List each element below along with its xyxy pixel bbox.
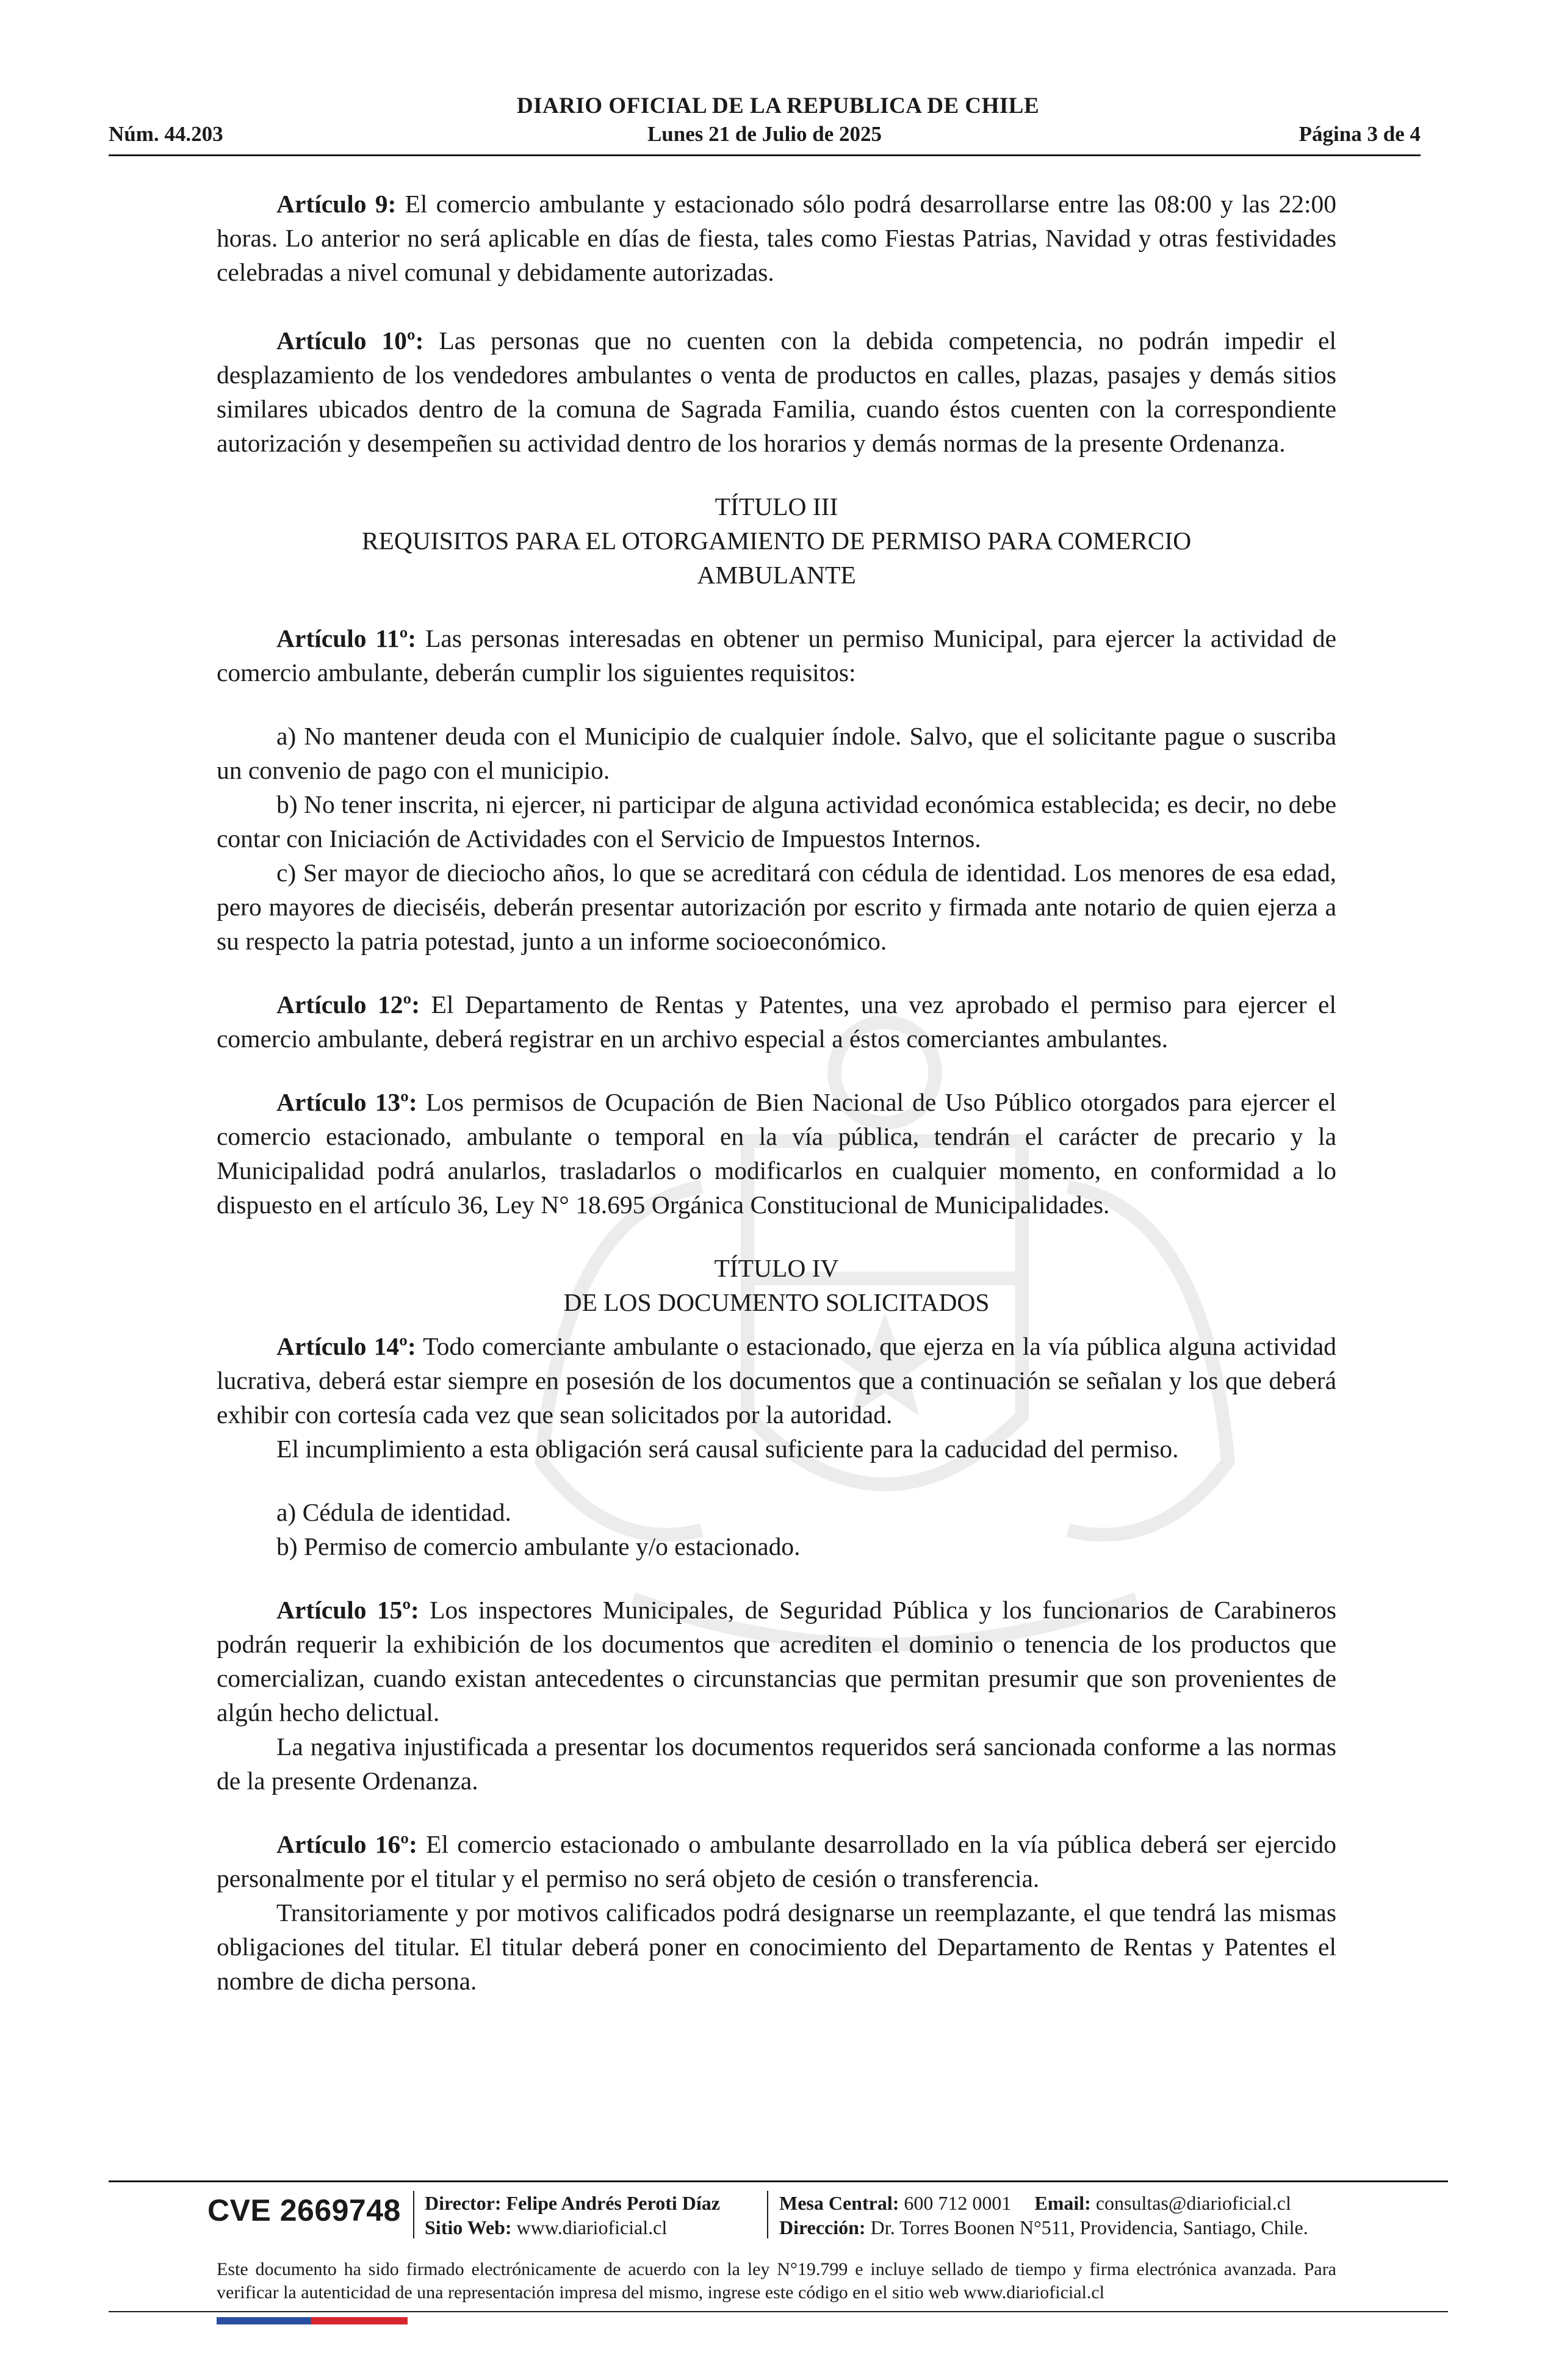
spacer [217, 460, 1336, 489]
site-line [425, 2215, 720, 2240]
list-item: b) Permiso de comercio ambulante y/o estacionado. [276, 1532, 801, 1560]
section-subheading: DE LOS DOCUMENTO SOLICITADOS [563, 1288, 990, 1316]
section-heading-titulo-4: TÍTULO IV [714, 1254, 839, 1282]
spacer [217, 1056, 1336, 1085]
publication-title: DIARIO OFICIAL DE LA REPUBLICA DE CHILE [516, 93, 1040, 118]
mesa-label: Mesa Central: [779, 2192, 899, 2214]
article-13 [217, 1085, 1336, 1222]
list-item: c) Ser mayor de dieciocho años, lo que se acreditará con cédula de identidad. Los menores de esa edad, pero mayores de dieciséis, deberán presentar autorización por escrito y firmada ante notario de quien ejerza a su respecto la patria potestad, junto a un informe socioeconómico. [217, 859, 1336, 955]
spacer [217, 1563, 1336, 1593]
spacer [217, 1222, 1336, 1251]
director-value: Felipe Andrés Peroti Díaz [501, 2192, 720, 2214]
director-line [425, 2191, 720, 2215]
article-12 [217, 987, 1336, 1056]
article-label: Artículo 10º: [276, 326, 424, 355]
article-11 [217, 621, 1336, 690]
spacer [217, 592, 1336, 621]
address-value: Dr. Torres Boonen N°511, Providencia, Santiago, Chile. [865, 2216, 1308, 2238]
footer-contact-block [779, 2191, 1308, 2240]
footer-director-block [425, 2191, 720, 2240]
article-9 [217, 187, 1336, 289]
mesa-value: 600 712 0001 [899, 2192, 1012, 2214]
article-14 [217, 1329, 1336, 1432]
flag-stripe-blue [217, 2317, 311, 2324]
header-divider [109, 154, 1421, 156]
director-label: Director: [425, 2192, 502, 2214]
spacer [217, 1798, 1336, 1827]
issue-date: Lunes 21 de Julio de 2025 [647, 122, 882, 146]
article-label: Artículo 11º: [276, 624, 417, 652]
email-label: Email: [1034, 2192, 1091, 2214]
spacer [217, 1319, 1336, 1329]
address-label: Dirección: [779, 2216, 866, 2238]
cve-code: CVE 2669748 [207, 2193, 401, 2227]
flag-stripe-red [311, 2317, 408, 2324]
article-text: Las personas interesadas en obtener un permiso Municipal, para ejercer la actividad de comercio ambulante, deberán cumplir los siguientes requisitos: [217, 624, 1336, 687]
article-10 [217, 323, 1336, 460]
footer-bottom-divider [109, 2311, 1448, 2312]
section-heading-titulo-3: TÍTULO III [715, 492, 838, 521]
issue-number: Núm. 44.203 [109, 122, 223, 146]
email-value[interactable]: consultas@diarioficial.cl [1090, 2192, 1291, 2214]
article-label: Artículo 15º: [276, 1596, 419, 1624]
footer-divider [109, 2180, 1448, 2182]
article-label: Artículo 16º: [276, 1830, 417, 1858]
site-value[interactable]: www.diarioficial.cl [511, 2216, 668, 2238]
list-item: a) Cédula de identidad. [276, 1498, 511, 1526]
article-text: Los inspectores Municipales, de Seguridad Pública y los funcionarios de Carabineros podrán requerir la exhibición de los documentos que acrediten el dominio o tenencia de los productos que comercializan, cuando existan antecedentes o circunstancias que permitan presumir que son provenientes de algún hecho delictual. [217, 1596, 1336, 1726]
header-row [109, 122, 1421, 150]
paragraph: La negativa injustificada a presentar los documentos requeridos será sancionada conforme a las normas de la presente Ordenanza. [217, 1733, 1336, 1795]
list-item: a) No mantener deuda con el Municipio de cualquier índole. Salvo, que el solicitante pague o suscriba un convenio de pago con el municipio. [217, 722, 1336, 784]
address-line [779, 2215, 1308, 2240]
section-subheading: REQUISITOS PARA EL OTORGAMIENTO DE PERMISO PARA COMERCIO [361, 527, 1192, 555]
contact-line [779, 2191, 1308, 2215]
article-16 [217, 1827, 1336, 1895]
article-text: El comercio estacionado o ambulante desarrollado en la vía pública deberá ser ejercido personalmente por el titular y el permiso no será objeto de cesión o transferencia. [217, 1830, 1336, 1892]
spacer [217, 289, 1336, 323]
list-item: b) No tener inscrita, ni ejercer, ni participar de alguna actividad económica establecida; es decir, no debe contar con Iniciación de Actividades con el Servicio de Impuestos Internos. [217, 790, 1336, 853]
page-number: Página 3 de 4 [1298, 122, 1421, 146]
article-15 [217, 1593, 1336, 1729]
footer-separator [767, 2191, 768, 2238]
spacer [217, 958, 1336, 987]
document-body [217, 187, 1336, 1998]
article-label: Artículo 14º: [276, 1332, 416, 1360]
article-text: Todo comerciante ambulante o estacionado, que ejerza en la vía pública alguna actividad lucrativa, deberá estar siempre en posesión de los documentos que a continuación se señalan y los que deberá exhibir con cortesía cada vez que sean solicitados por la autoridad. [217, 1332, 1336, 1429]
paragraph: Transitoriamente y por motivos calificados podrá designarse un reemplazante, el que tendrá las mismas obligaciones del titular. El titular deberá poner en conocimiento del Departamento de Rentas y Patentes el nombre de dicha persona. [217, 1899, 1336, 1995]
article-text: El comercio ambulante y estacionado sólo podrá desarrollarse entre las 08:00 y las 22:00 horas. Lo anterior no será aplicable en días de fiesta, tales como Fiestas Patrias, Navidad y otras festividades celebradas a nivel comunal y debidamente autorizadas. [217, 190, 1336, 286]
paragraph: El incumplimiento a esta obligación será causal suficiente para la caducidad del permiso. [276, 1435, 1179, 1463]
article-text: El Departamento de Rentas y Patentes, una vez aprobado el permiso para ejercer el comercio ambulante, deberá registrar en un archivo especial a éstos comerciantes ambulantes. [217, 990, 1336, 1053]
article-label: Artículo 12º: [276, 990, 420, 1019]
electronic-signature-note: Este documento ha sido firmado electrónicamente de acuerdo con la ley N°19.799 e incluye sellado de tiempo y firma electrónica avanzada. Para verificar la autenticidad de una representación impresa del mismo, ingrese este código en el sitio web www.diarioficial.cl [217, 2259, 1336, 2302]
spacer [217, 690, 1336, 719]
article-text: Los permisos de Ocupación de Bien Nacional de Uso Público otorgados para ejercer el comercio estacionado, ambulante o temporal en la vía pública, tendrán el carácter de precario y la Municipalidad podrá anularlos, trasladarlos o modificarlos en cualquier momento, en conformidad a lo dispuesto en el artículo 36, Ley N° 18.695 Orgánica Constitucional de Municipalidades. [217, 1088, 1336, 1219]
article-label: Artículo 9: [276, 190, 397, 218]
section-subheading: AMBULANTE [697, 561, 856, 589]
site-label: Sitio Web: [425, 2216, 512, 2238]
article-label: Artículo 13º: [276, 1088, 417, 1116]
spacer [217, 1466, 1336, 1495]
article-text: Las personas que no cuenten con la debida competencia, no podrán impedir el desplazamiento de los vendedores ambulantes o venta de productos en calles, plazas, pasajes y demás sitios similares ubicados dentro de la comuna de Sagrada Familia, cuando éstos cuenten con la correspondiente autorización y desempeñen su actividad dentro de los horarios y demás normas de la presente Ordenanza. [217, 326, 1336, 457]
footer-separator [413, 2191, 414, 2238]
